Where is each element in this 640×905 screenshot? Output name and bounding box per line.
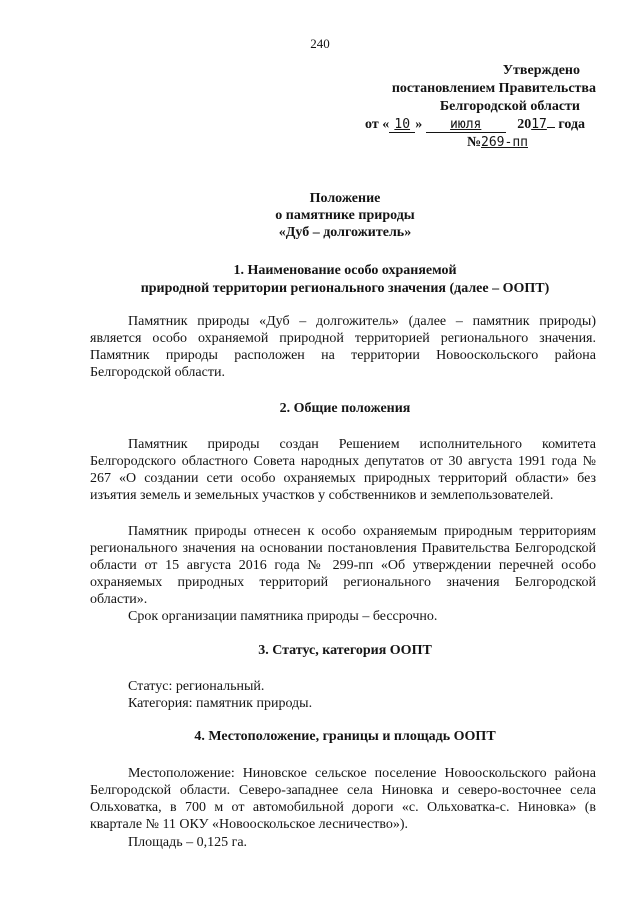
section-4-area: Площадь – 0,125 га. xyxy=(128,835,248,850)
date-mid: » xyxy=(415,117,423,132)
section-1-paragraph-1: Памятник природы «Дуб – долгожитель» (далее – памятник природы) является особо охраняемой природной территорией регионального значения. Памятник природы расположен на территории Новооскольского района Белгородской области. xyxy=(90,314,596,380)
approval-date xyxy=(360,116,610,134)
section-4-heading: 4. Местоположение, границы и площадь ООПТ xyxy=(194,729,496,744)
section-3-category: Категория: памятник природы. xyxy=(128,696,313,711)
date-day: 10 xyxy=(389,118,415,133)
approval-stamp xyxy=(360,62,610,152)
title-line-1: Положение xyxy=(309,191,381,206)
page-number: 240 xyxy=(310,36,330,51)
title-line-3: «Дуб – долгожитель» xyxy=(278,225,412,240)
date-prefix: от « xyxy=(365,117,390,132)
date-suffix: года xyxy=(558,117,586,132)
approval-line-2: постановлением Правительства xyxy=(391,81,596,96)
document-title xyxy=(180,190,510,241)
approval-line-1: Утверждено xyxy=(502,63,580,78)
approval-number: №269-пп xyxy=(466,135,528,150)
approval-number-value: 269-пп xyxy=(481,135,528,150)
section-2-paragraph-2: Памятник природы отнесен к особо охраняемым природным территориям регионального значения на основании постановления Правительства Белгородской области от 15 августа 2016 года № 299-пп «Об утверждении перечней особо охраняемых природных территорий регионального значения Белгородской области». xyxy=(90,524,596,607)
date-year: 2017 xyxy=(517,117,547,132)
section-3-status: Статус: региональный. xyxy=(128,679,265,694)
approval-line-3: Белгородской области xyxy=(439,99,580,114)
section-4-paragraph-1: Местоположение: Ниновское сельское поселение Новооскольского района Белгородской области. Северо-западнее села Ниновка и северо-восточнее села Ольховатка, в 700 м от автомобильной дороги «с. Ольховатка-с. Ниновка» (в квартале № 11 ОКУ «Новооскольское лесничество»). xyxy=(90,766,596,832)
date-month: июля xyxy=(426,118,506,133)
section-1-heading: 1. Наименование особо охраняемой природной территории регионального значения (далее – ООПТ) xyxy=(140,263,550,296)
section-2-paragraph-1: Памятник природы создан Решением исполнительного комитета Белгородского областного Совета народных депутатов от 30 августа 1991 года № 267 «О создании сети особо охраняемых природных территорий области» без изъятия земель и земельных участков у собственников и землепользователей. xyxy=(90,437,596,503)
section-2-heading: 2. Общие положения xyxy=(279,401,411,416)
section-3-heading: 3. Статус, категория ООПТ xyxy=(258,643,432,658)
section-2-paragraph-3: Срок организации памятника природы – бессрочно. xyxy=(128,609,438,624)
title-line-2: о памятнике природы xyxy=(275,208,415,223)
